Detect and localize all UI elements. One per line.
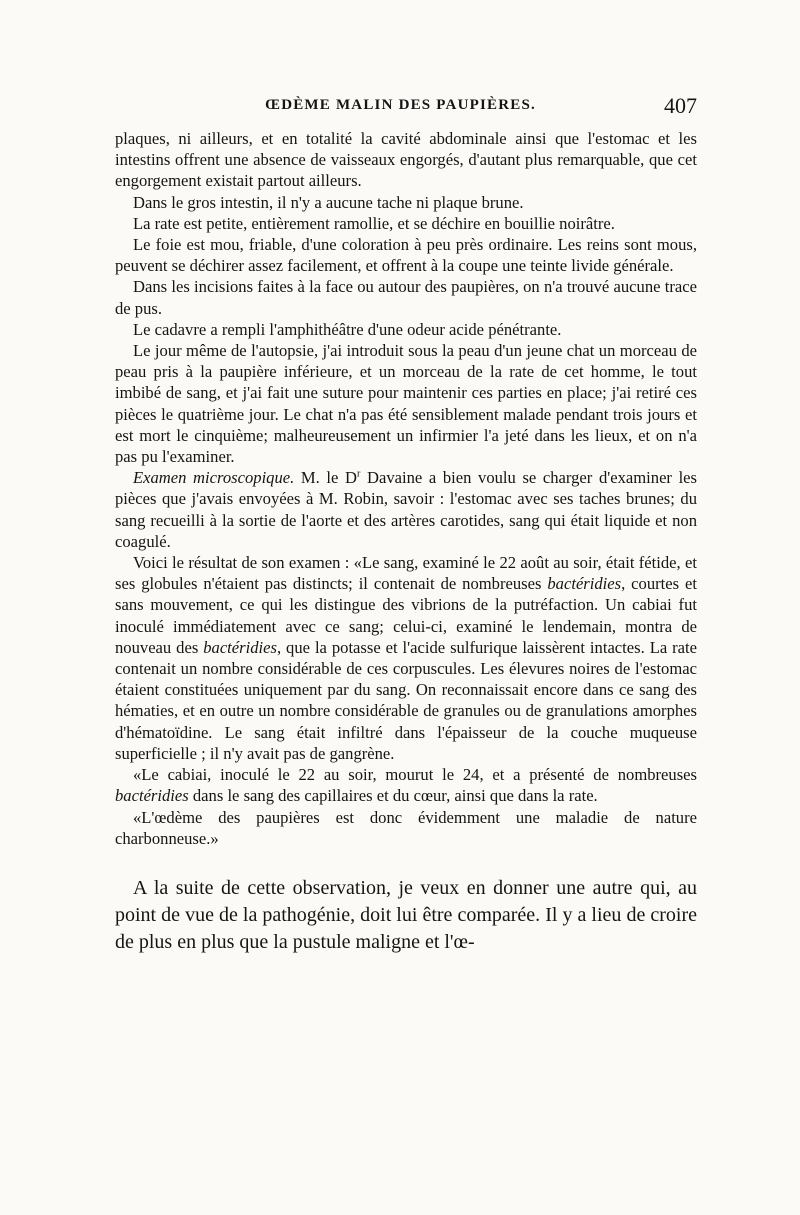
microscopic-exam-paragraph: [115, 467, 697, 552]
cabiai-text: dans le sang des capillaires et du cœur, ainsi que dans la rate.: [188, 786, 598, 806]
result-text: Voici le résultat de son examen : «Le sang, examiné le 22 août au soir, était fétide, et ses globules n'étaient pas distincts; il contenait de nombreuses: [115, 553, 697, 594]
bacteridies-term: bactéridies: [115, 786, 189, 806]
conclusion-paragraph: «L'œdème des paupières est donc évidemment une maladie de nature charbonneuse.»: [115, 807, 697, 848]
paragraph: La rate est petite, entièrement ramollie, et se déchire en bouillie noirâtre.: [133, 213, 615, 233]
paragraph: Dans le gros intestin, il n'y a aucune tache ni plaque brune.: [133, 192, 524, 212]
exam-heading: Examen microscopique.: [133, 468, 295, 488]
cabiai-paragraph: [115, 764, 697, 806]
exam-text: M. le D: [294, 468, 358, 488]
page-header: [115, 93, 697, 119]
exam-sup: r: [357, 468, 361, 480]
exam-text: Davaine a bien voulu se charger d'examiner les pièces que j'avais envoyées à M. Robin, savoir : l'estomac avec ses taches brunes; du sang recueilli à la sortie de l'aorte et des artères carotides, sang qui était liquide et non coagulé.: [115, 468, 698, 551]
result-text: , que la potasse et l'acide sulfurique laissèrent intactes. La rate contenait un nombre considérable de ces corpuscules. Les élevures noires de l'estomac étaient constituées uniquement par du sang. On reconnaissait encore dans ce sang des hématies, et en outre un nombre considérable de granules ou de granulations amorphes d'hématoïdine. Le sang était infiltré dans l'épaisseur de la couche muqueuse superficielle ; il n'y avait pas de gangrène.: [115, 637, 697, 763]
paragraph: Dans les incisions faites à la face ou autour des paupières, on n'a trouvé aucune trace de pus.: [115, 277, 697, 318]
paragraph: Le jour même de l'autopsie, j'ai introduit sous la peau d'un jeune chat un morceau de peau pris à la paupière inférieure, et un morceau de la rate de cet homme, le tout imbibé de sang, et j'ai fait une suture pour maintenir ces parties en place; j'ai retiré ces pièces le quatrième jour. Le chat n'a pas été sensiblement malade pendant trois jours et est mort le cinquième; malheureusement un infirmier l'a jeté dans les lieux, et on n'a pas pu l'examiner.: [115, 341, 697, 467]
running-head: ŒDÈME MALIN DES PAUPIÈRES.: [265, 97, 536, 113]
closing-paragraph: A la suite de cette observation, je veux en donner une autre qui, au point de vue de la pathogénie, doit lui être comparée. Il y a lieu de croire de plus en plus que la pustule maligne et l'œ-: [115, 876, 697, 953]
bacteridies-term: bactéridies: [547, 574, 622, 594]
cabiai-text: «Le cabiai, inoculé le 22 au soir, mourut le 24, et a présenté de nombreuses: [133, 765, 697, 785]
result-text: , courtes et sans mouvement, ce qui les distingue des vibrions de la putréfaction. Un cabiai fut inoculé immédiatement avec ce sang; celui-ci, examiné le lendemain, montra de nouveau des: [115, 574, 698, 657]
page-number: 407: [664, 93, 697, 118]
result-paragraph: [115, 552, 697, 764]
body-text: [115, 128, 697, 956]
paragraph: plaques, ni ailleurs, et en totalité la cavité abdominale ainsi que l'estomac et les intestins offrent une absence de vaisseaux engorgés, d'autant plus remarquable, que cet engorgement existait partout ailleurs.: [115, 129, 697, 191]
bacteridies-term: bactéridies: [203, 637, 277, 657]
paragraph: Le cadavre a rempli l'amphithéâtre d'une odeur acide pénétrante.: [133, 319, 562, 339]
paragraph: Le foie est mou, friable, d'une coloration à peu près ordinaire. Les reins sont mous, peuvent se déchirer assez facilement, et offrent à la coupe une teinte livide générale.: [115, 235, 697, 276]
